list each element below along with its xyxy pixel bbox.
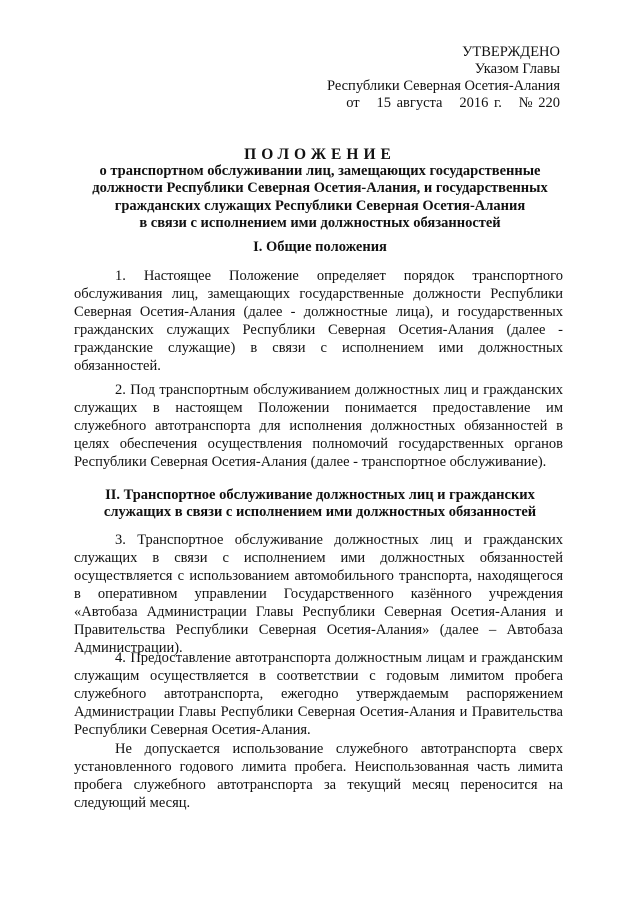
subtitle-line: гражданских служащих Республики Северная Осетия-Алания xyxy=(114,197,526,214)
section-heading-line: служащих в связи с исполнением ими должностных обязанностей xyxy=(103,504,537,521)
paragraph-2: 2. Под транспортным обслуживанием должностных лиц и гражданских служащих в настоящем Положении понимается предоставление им служебного автотранспорта для исполнения должностных обязанностей в целях обеспечения осуществления полномочий государственных органов Республики Северная Осетия-Алания (далее - транспортное обслуживание). xyxy=(74,382,563,470)
section-heading-general xyxy=(60,239,580,256)
subtitle-line: о транспортном обслуживании лиц, замещающих государственные xyxy=(99,163,541,179)
approval-stamp xyxy=(327,44,560,112)
document-title: ПОЛОЖЕНИЕ xyxy=(244,146,396,163)
approval-decree: Указом Главы xyxy=(474,61,560,77)
approval-status: УТВЕРЖДЕНО xyxy=(462,44,560,60)
paragraph-3: 3. Транспортное обслуживание должностных лиц и гражданских служащих в связи с исполнением ими должностных обязанностей осуществляется с использованием автомобильного транспорта, находящегося в оперативном управлении Государственного казённого учреждения «Автобаза Администрации Главы Республики Северная Осетия-Алания и Правительства Республики Северная Осетия-Алания» (далее – Автобаза Администрации). xyxy=(74,532,563,656)
paragraph-1: 1. Настоящее Положение определяет порядок транспортного обслуживания лиц, замещающих государственные должности Республики Северная Осетия-Алания (далее - должностные лица), и государственных гражданских служащих Республики Северная Осетия-Алания (далее - гражданские служащие) в связи с исполнением ими должностных обязанностей. xyxy=(74,268,563,374)
document-subtitle xyxy=(60,163,580,232)
section-heading-transport xyxy=(60,487,580,522)
approval-date-number: от 15 августа 2016 г. № 220 xyxy=(346,95,560,111)
approval-authority: Республики Северная Осетия-Алания xyxy=(326,78,560,94)
subtitle-line: должности Республики Северная Осетия-Алания, и государственных xyxy=(92,180,548,197)
paragraph-limit: Не допускается использование служебного автотранспорта сверх установленного годового лимита пробега. Неиспользованная часть лимита пробега служебного автотранспорта за текущий месяц переносится на следующий месяц. xyxy=(74,741,563,811)
paragraph-4: 4. Предоставление автотранспорта должностным лицам и гражданским служащим осуществляется в соответствии с годовым лимитом пробега служебного автотранспорта, ежегодно утверждаемым распоряжением Администрации Главы Республики Северная Осетия-Алания и Правительства Республики Северная Осетия-Алания. xyxy=(74,650,563,738)
section-heading-line: I. Общие положения xyxy=(253,239,387,255)
section-heading-line: II. Транспортное обслуживание должностных лиц и гражданских xyxy=(105,487,535,503)
subtitle-line: в связи с исполнением ими должностных обязанностей xyxy=(139,214,501,231)
